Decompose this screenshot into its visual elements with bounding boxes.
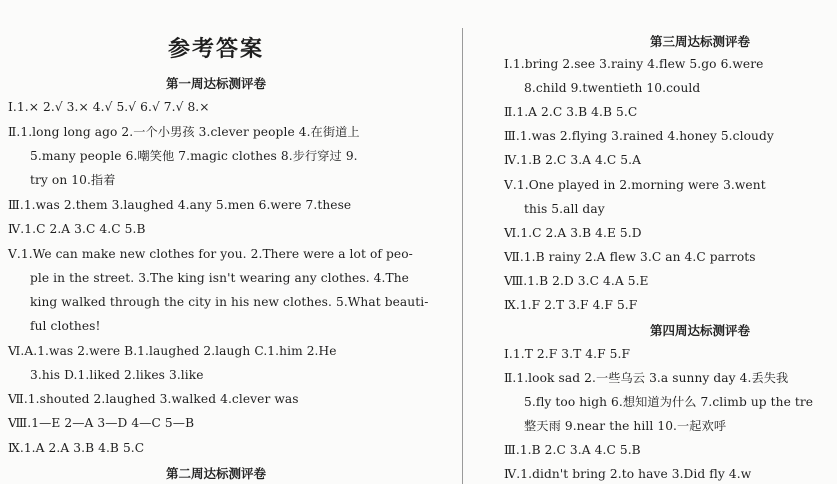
answer-line: Ⅰ.1.bring 2.see 3.rainy 4.flew 5.go 6.were xyxy=(504,57,764,71)
answer-line: Ⅱ.1.look sad 2.一些乌云 3.a sunny day 4.丢失我 xyxy=(504,371,789,385)
answer-line: Ⅵ.A.1.was 2.were B.1.laughed 2.laugh C.1.him 2.He xyxy=(8,344,337,358)
answer-line: king walked through the city in his new clothes. 5.What beauti- xyxy=(30,295,429,309)
answer-line: ple in the street. 3.The king isn't wearing any clothes. 4.The xyxy=(30,271,409,285)
answer-line: Ⅴ.1.One played in 2.morning were 3.went xyxy=(504,178,766,192)
answer-line: Ⅰ.1.T 2.F 3.T 4.F 5.F xyxy=(504,347,631,361)
answer-line: Ⅶ.1.shouted 2.laughed 3.walked 4.clever was xyxy=(8,392,299,406)
column-divider xyxy=(462,28,463,484)
answer-line: try on 10.指着 xyxy=(30,173,116,187)
week1-heading: 第一周达标测评卷 xyxy=(165,76,266,91)
answer-line: Ⅱ.1.A 2.C 3.B 4.B 5.C xyxy=(504,105,638,119)
answer-line: Ⅸ.1.F 2.T 3.F 4.F 5.F xyxy=(504,298,638,312)
answer-line: ful clothes! xyxy=(30,319,101,333)
answer-line: Ⅶ.1.B rainy 2.A flew 3.C an 4.C parrots xyxy=(504,250,756,264)
answer-line: 3.his D.1.liked 2.likes 3.like xyxy=(30,368,204,382)
right-column xyxy=(470,0,837,484)
answer-line: Ⅴ.1.We can make new clothes for you. 2.There were a lot of peo- xyxy=(8,247,413,261)
answer-line: 整天雨 9.near the hill 10.一起欢呼 xyxy=(524,419,727,433)
answer-line: Ⅳ.1.C 2.A 3.C 4.C 5.B xyxy=(8,222,146,236)
answer-line: Ⅳ.1.B 2.C 3.A 4.C 5.A xyxy=(504,153,641,167)
week3-heading: 第三周达标测评卷 xyxy=(649,34,750,49)
answer-line: Ⅳ.1.didn't bring 2.to have 3.Did fly 4.w xyxy=(504,467,752,481)
answer-line: Ⅲ.1.B 2.C 3.A 4.C 5.B xyxy=(504,443,641,457)
answer-line: Ⅷ.1.B 2.D 3.C 4.A 5.E xyxy=(504,274,649,288)
week4-heading: 第四周达标测评卷 xyxy=(649,323,750,338)
answer-line: Ⅸ.1.A 2.A 3.B 4.B 5.C xyxy=(8,441,145,455)
answer-line: 5.many people 6.嘲笑他 7.magic clothes 8.步行穿过 9. xyxy=(30,149,358,163)
answer-line: Ⅰ.1.× 2.√ 3.× 4.√ 5.√ 6.√ 7.√ 8.× xyxy=(8,100,210,114)
answer-line: Ⅲ.1.was 2.flying 3.rained 4.honey 5.cloudy xyxy=(504,129,774,143)
answer-line: Ⅲ.1.was 2.them 3.laughed 4.any 5.men 6.were 7.these xyxy=(8,198,352,212)
answer-line: 8.child 9.twentieth 10.could xyxy=(524,81,701,95)
answer-line: this 5.all day xyxy=(524,202,605,216)
answer-line: 5.fly too high 6.想知道为什么 7.climb up the tre xyxy=(524,395,814,409)
week2-heading: 第二周达标测评卷 xyxy=(165,466,266,481)
page-title: 参考答案 xyxy=(167,36,264,62)
answer-line: Ⅵ.1.C 2.A 3.B 4.E 5.D xyxy=(504,226,642,240)
answer-line: Ⅷ.1—E 2—A 3—D 4—C 5—B xyxy=(8,416,195,430)
answer-line: Ⅱ.1.long long ago 2.一个小男孩 3.clever people 4.在街道上 xyxy=(8,125,360,139)
